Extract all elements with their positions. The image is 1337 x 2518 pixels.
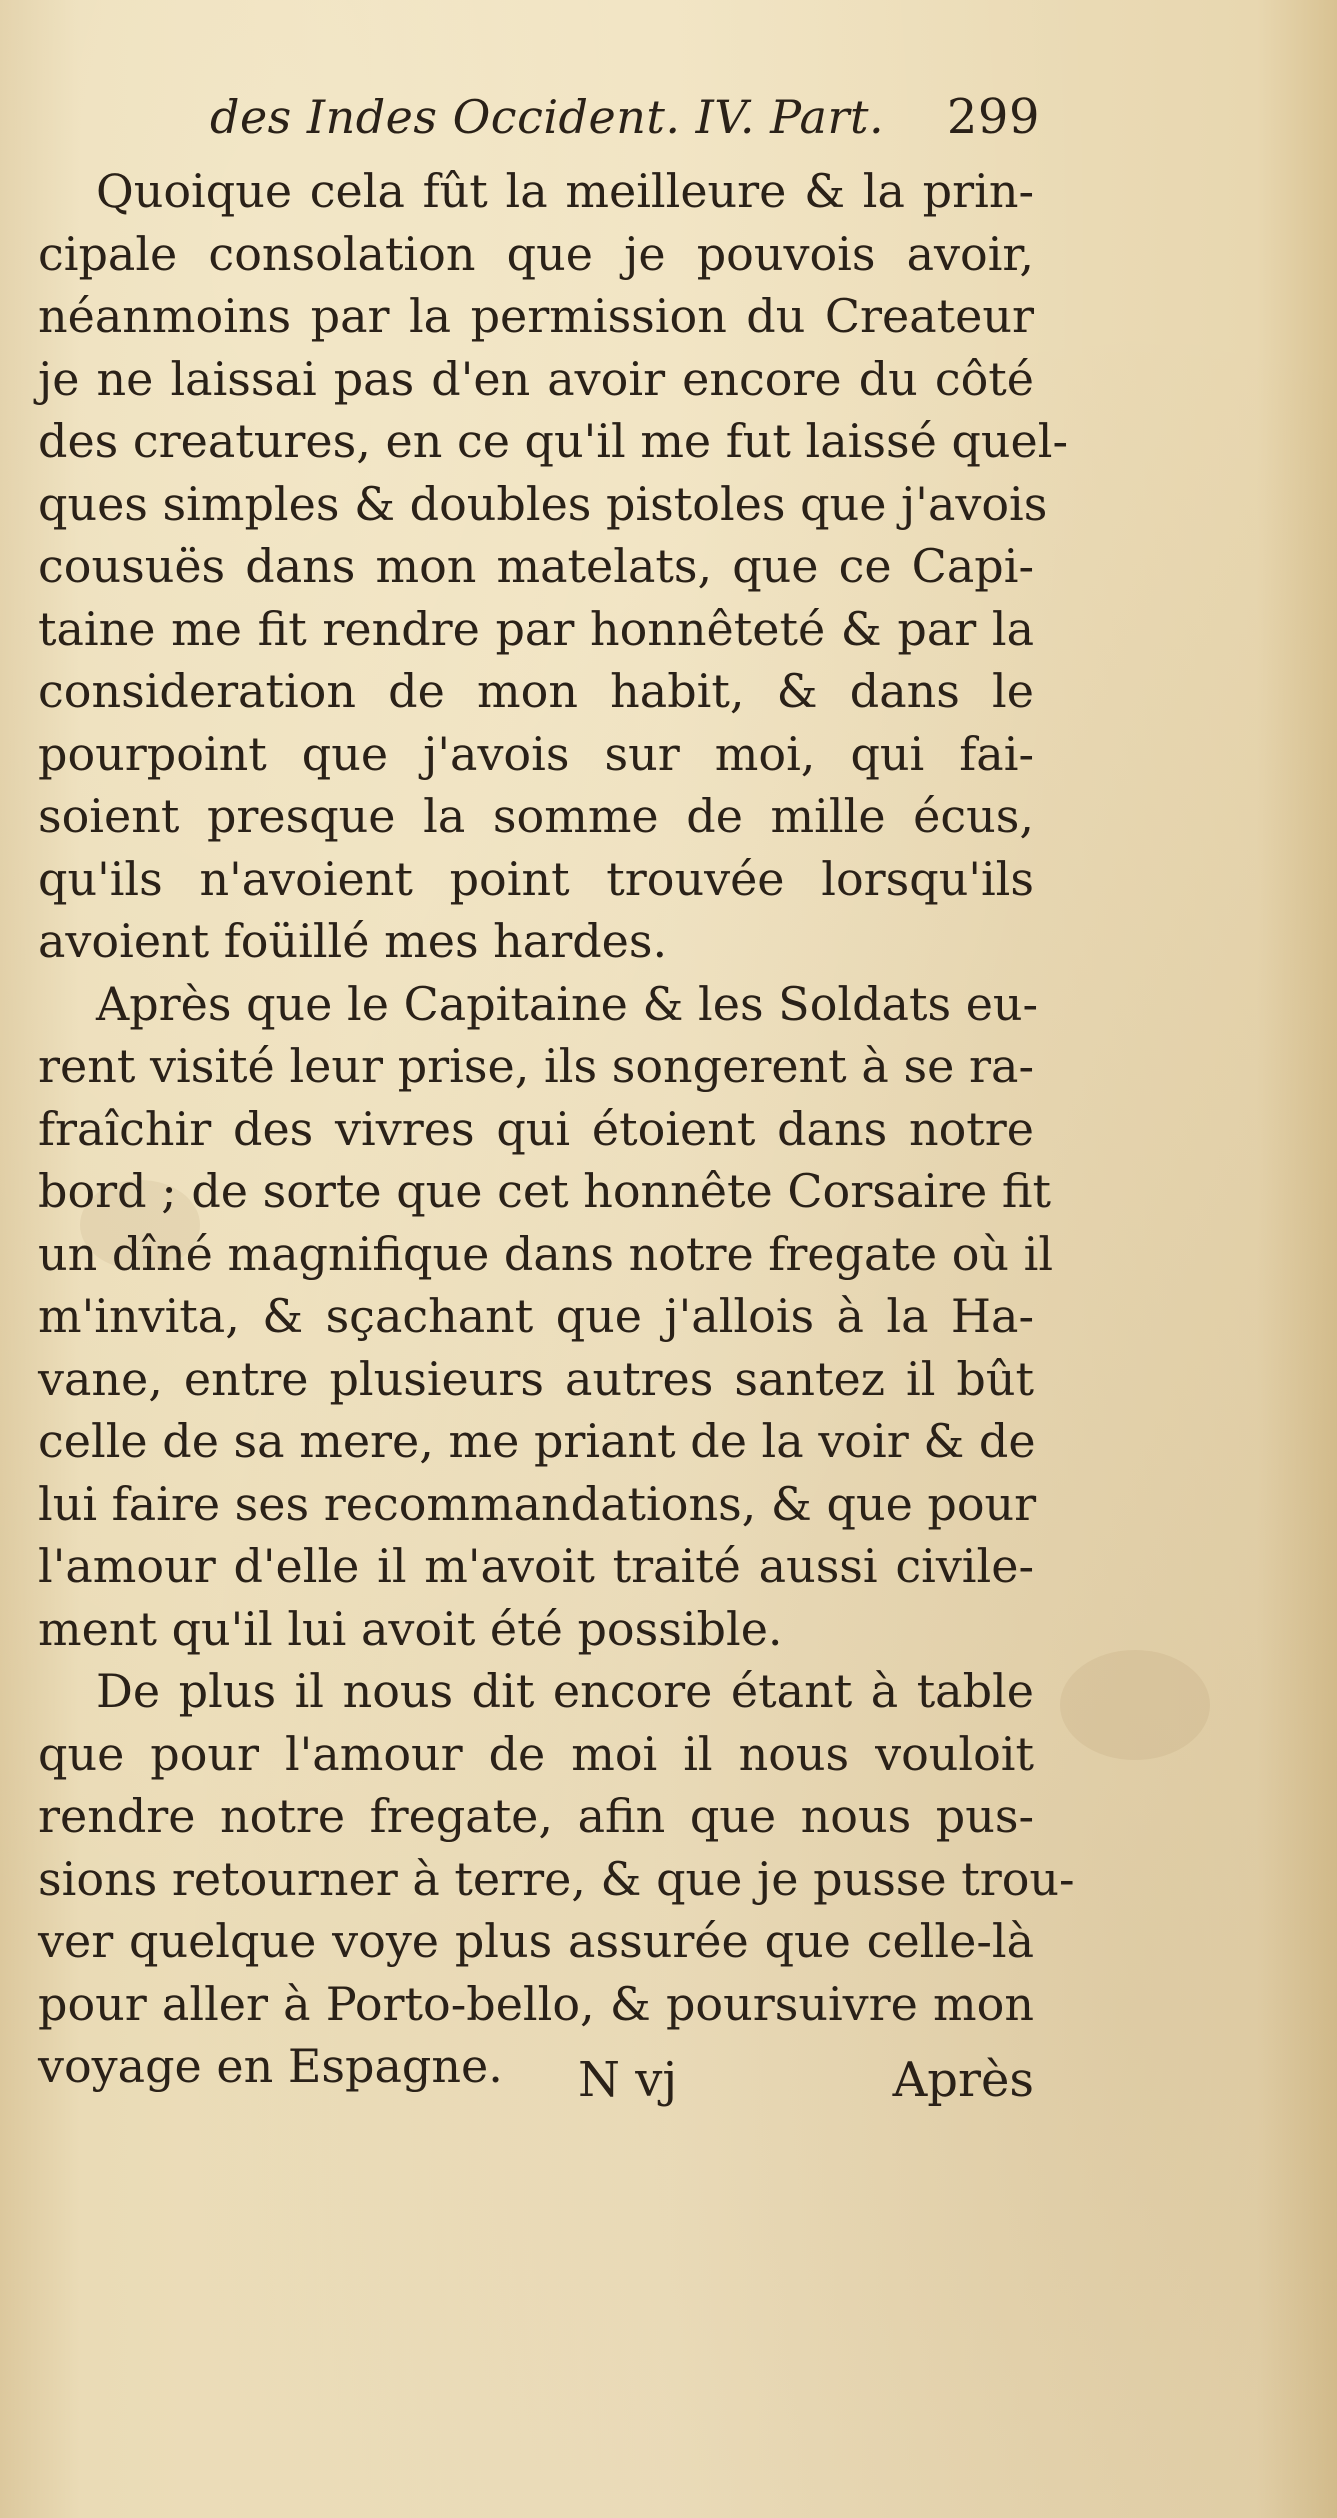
paragraph (38, 973, 1054, 1661)
text-line: consideration de mon habit, & dans le (38, 664, 1034, 718)
page-footer (38, 2045, 1034, 2115)
text-line: avoient foüillé mes hardes. (38, 914, 668, 968)
running-title: des Indes Occident. IV. Part. (210, 90, 885, 144)
text-line: m'invita, & sçachant que j'allois à la Ha- (38, 1289, 1034, 1343)
text-line: De plus il nous dit encore étant à table (96, 1664, 1034, 1718)
running-head (210, 82, 1040, 152)
text-line: soient presque la somme de mille écus, (38, 789, 1034, 843)
text-line: un dîné magnifique dans notre fregate où il (38, 1226, 1054, 1281)
catchword: Après (892, 2052, 1034, 2108)
paper-stain (1060, 1650, 1210, 1760)
text-line: celle de sa mere, me priant de la voir & de (38, 1414, 1036, 1468)
paragraph (38, 160, 1068, 973)
text-line: des creatures, en ce qu'il me fut laissé quel- (38, 414, 1068, 468)
text-line: ment qu'il lui avoit été possible. (38, 1601, 783, 1656)
text-line: lui faire ses recommandations, & que pour (38, 1476, 1037, 1531)
text-line: voyage en Espagne. (38, 2039, 503, 2093)
text-line: ques simples & doubles pistoles que j'avois (38, 476, 1048, 531)
text-line: taine me fit rendre par honnêteté & par la (38, 601, 1034, 656)
text-line: Quoique cela fût la meilleure & la prin- (96, 164, 1034, 218)
text-line: que pour l'amour de moi il nous vouloit (38, 1726, 1034, 1781)
text-line: rendre notre fregate, afin que nous pus- (38, 1789, 1034, 1843)
text-line: je ne laissai pas d'en avoir encore du côté (38, 351, 1034, 406)
text-line: pourpoint que j'avois sur moi, qui fai- (38, 726, 1034, 781)
body-text (38, 160, 1075, 2098)
text-line: cousuës dans mon matelats, que ce Capi- (38, 539, 1034, 593)
page-number: 299 (946, 89, 1040, 145)
text-line: cipale consolation que je pouvois avoir, (38, 226, 1034, 281)
text-line: vane, entre plusieurs autres santez il bût (38, 1351, 1034, 1406)
text-line: qu'ils n'avoient point trouvée lorsqu'ils (38, 851, 1034, 906)
text-line: l'amour d'elle il m'avoit traité aussi civile- (38, 1539, 1034, 1593)
signature-mark: N vj (578, 2052, 678, 2108)
text-line: bord ; de sorte que cet honnête Corsaire fit (38, 1164, 1051, 1218)
text-line: ver quelque voye plus assurée que celle-là (38, 1914, 1034, 1968)
text-line: Après que le Capitaine & les Soldats eu- (96, 976, 1039, 1031)
paragraph (38, 1660, 1075, 2098)
text-line: néanmoins par la permission du Createur (38, 289, 1034, 343)
text-line: sions retourner à terre, & que je pusse trou- (38, 1851, 1075, 1906)
text-line: pour aller à Porto-bello, & poursuivre mon (38, 1976, 1034, 2031)
text-line: rent visité leur prise, ils songerent à se ra- (38, 1039, 1034, 1093)
text-line: fraîchir des vivres qui étoient dans notre (38, 1101, 1034, 1156)
